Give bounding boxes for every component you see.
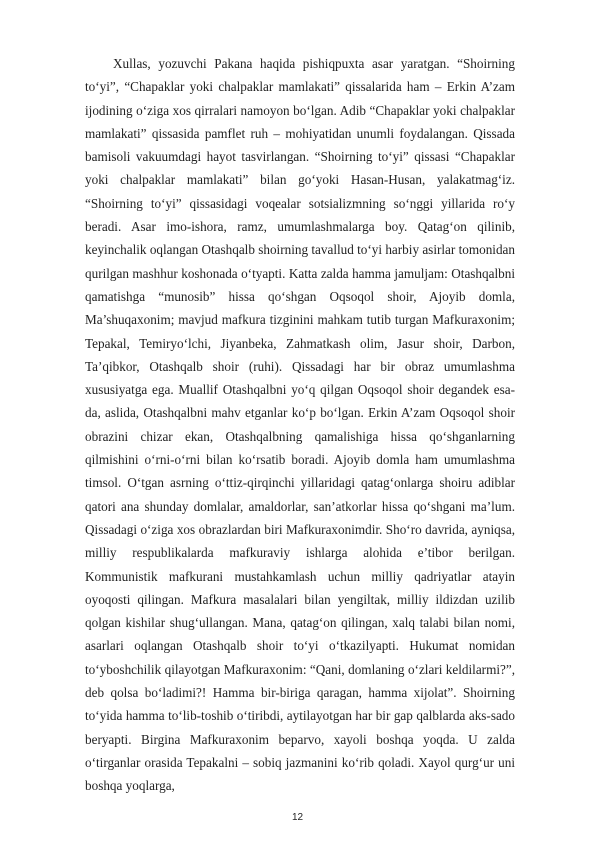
body-paragraph: Xullas, yozuvchi Pakana haqida pishiqpuxta asar yaratgan. “Shoirning to‘yi”, “Chapaklar yoki chalpaklar mamlakati” qissalarida ham – Erkin A’zam ijodining o‘ziga xos qirralari namoyon bo‘lgan. Adib “Chapaklar yoki chalpaklar mamlakati” qissasida pamflet ruh – mohiyatidan unumli foydalangan. Qissada bamisoli vakuumdagi hayot tasvirlangan. “Shoirning to‘yi” qissasi “Chapaklar yoki chalpaklar mamlakati” bilan go‘yoki Hasan-Husan, yalakatmag‘iz. “Shoirning to‘yi” qissasidagi voqealar sotsializmning so‘nggi yillarida ro‘y beradi. Asar imo-ishora, ramz, umumlashmalarga boy. Qatag‘on qilinib, keyinchalik oqlangan Otashqalb shoirning tavallud to‘yi harbiy asirlar tomonidan qurilgan mashhur koshonada o‘tyapti. Katta zalda hamma jamuljam: Otashqalbni qamatishga “munosib” hissa qo‘shgan Oqsoqol shoir, Ajoyib domla, Ma’shuqaxonim; mavjud mafkura tizginini mahkam tutib turgan Mafkuraxonim; Tepakal, Temiryo‘lchi, Jiyanbeka, Zahmatkash olim, Jasur shoir, Darbon, Ta’qibkor, Otashqalb shoir (ruhi). Qissadagi har bir obraz umumlashma xususiyatga ega. Muallif Otashqalbni yo‘q qilgan Oqsoqol shoir degandek esa-da, aslida, Otashqalbni mahv etganlar ko‘p bo‘lgan. Erkin A’zam Oqsoqol shoir obrazini chizar ekan, Otashqalbning qamalishiga hissa qo‘shganlarning qilmishini o‘rni-o‘rni bilan ko‘rsatib boradi. Ajoyib domla ham umumlashma timsol. O‘tgan asrning o‘ttiz-qirqinchi yillaridagi qatag‘onlarga shoiru adiblar qatori ana shunday domlalar, amaldorlar, san’atkorlar hissa qo‘shgani ma’lum. Qissadagi o‘ziga xos obrazlardan biri Mafkuraxonimdir. Sho‘ro davrida, ayniqsa, milliy respublikalarda mafkuraviy ishlarga alohida e’tibor berilgan. Kommunistik mafkurani mustahkamlash uchun milliy qadriyatlar atayin oyoqosti qilingan. Mafkura masalalari bilan yengiltak, milliy ildizdan uzilib qolgan kishilar shug‘ullangan. Mana, qatag‘on qilingan, xalq talabi bilan nomi, asarlari oqlangan Otashqalb shoir to‘yi o‘tkazilyapti. Hukumat nomidan to‘yboshchilik qilayotgan Mafkuraxonim: “Qani, domlaning o‘zlari keldilarmi?”, deb qolsa bo‘ladimi?! Hamma bir-biriga qaragan, hamma xijolat”. Shoirning to‘yida hamma to‘lib-toshib o‘tiribdi, aytilayotgan har bir gap qalblarda aks-sado beryapti. Birgina Mafkuraxonim beparvo, xayoli boshqa yoqda. U zalda o‘tirganlar orasida Tepakalni – sobiq jazmanini ko‘rib qoladi. Xayol qurg‘ur uni boshqa yoqlarga,: [85, 56, 515, 794]
document-page: [85, 52, 515, 798]
page-number: 12: [291, 812, 304, 823]
